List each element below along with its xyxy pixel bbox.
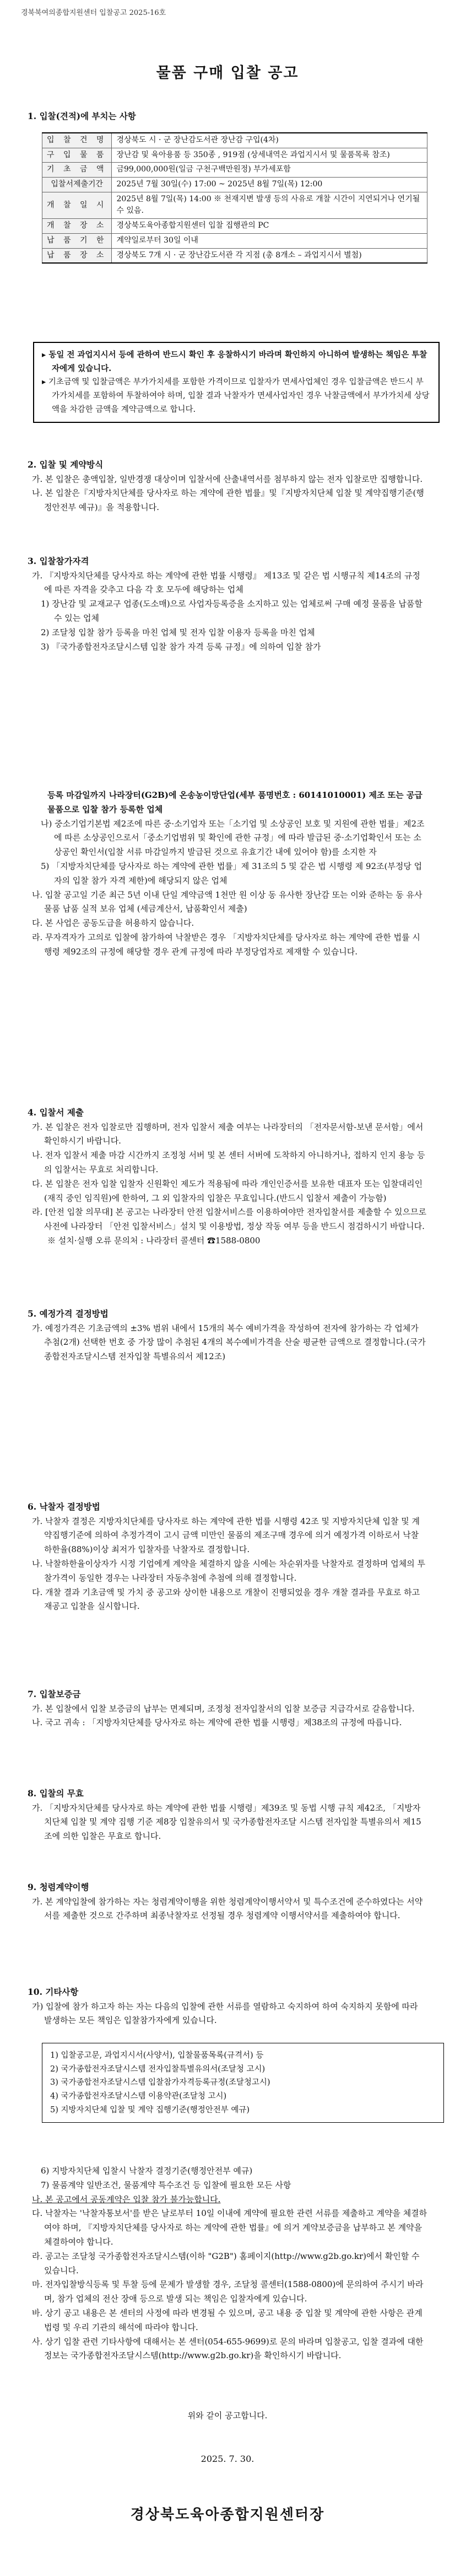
row-label: 납 품 기 한 — [42, 233, 112, 248]
list-item: 나. 입찰 공고일 기준 최근 5년 이내 단일 계약금액 1천만 원 이상 동 유사한 장난감 또는 이와 준하는 동 유사물품 납품 실적 보유 업체 (세금계산서, 납품확인서 제출) — [32, 889, 422, 914]
list-item: 3) 『국가종합전자조달시스템 입찰 참가 자격 등록 규정』에 의하여 입찰 참가 — [41, 641, 321, 652]
notice-line: ▸ 기초금액 및 입찰금액은 부가가치세를 포함한 가격이므로 입찰자가 면세사업체인 경우 입찰금액은 반드시 부가가치세를 포함하여 투찰하여야 하며, 입찰 결과 낙찰자가 면세사업자인 경우 낙찰금액에서 부가가치세 상당액을 차감한 금액을 계약금액으로 합니다. — [42, 378, 430, 414]
table-row — [42, 219, 427, 234]
table-row — [42, 133, 427, 148]
list-item: 나) 중소기업기본법 제2조에 따른 중·소기업자 또는「소기업 및 소상공인 보호 및 지원에 관한 법률」제2조에 따른 소상공인으로서「중소기업범위 및 확인에 관한 규정」에 따라 발급된 중·소기업확인서 또는 소상공인 확인서(입찰 서류 마감일까지 발급된 것으로 유효기간 내에 있어야 함)를 소지한 자 — [41, 818, 425, 857]
list-item: 다. 본 사업은 공동도급을 허용하지 않습니다. — [32, 918, 194, 929]
list-item: 나. 전자 입찰서 제출 마감 시간까지 조정청 서버 및 본 센터 서버에 도착하지 아니하거나, 접하지 인지 용능 등의 입찰서는 무효로 처리합니다. — [32, 1150, 425, 1175]
section-3-title: 3. 입찰참가자격 — [28, 556, 89, 566]
table-row — [42, 233, 427, 248]
row-label: 납 품 장 소 — [42, 248, 112, 263]
section-10 — [28, 1985, 427, 2028]
section-1 — [28, 109, 427, 124]
section-6 — [28, 1500, 427, 1614]
list-item: 마. 전자입찰방식등록 및 투찰 등에 문제가 발생할 경우, 조달청 콜센터(1588-0800)에 문의하여 주시기 바라며, 참가 업체의 전산 장애 등으로 발생 되는 책임은 입찰자에게 있습니다. — [32, 2279, 424, 2304]
section-3-continued — [28, 788, 427, 959]
table-row — [42, 148, 427, 163]
list-item: 바. 상기 공고 내용은 본 센터의 사정에 따라 변경될 수 있으며, 공고 내용 중 입찰 및 계약에 관한 사항은 관계 법령 및 우리 기관의 해석에 따라야 합니다. — [32, 2307, 422, 2332]
list-item: 3) 국가종합전자조달시스템 입찰참가자격등록규정(조달청고시) — [50, 2078, 270, 2087]
section-6-title: 6. 낙찰자 결정방법 — [28, 1501, 100, 1512]
row-value: 2025년 7월 30일(수) 17:00 ~ 2025년 8월 7일(목) 12:00 — [112, 178, 427, 192]
list-item[interactable]: 사. 상기 입찰 관련 기타사항에 대해서는 본 센터(054-655-9699)로 문의 바라며 입찰공고, 입찰 결과에 대한 정보는 국가종합전자조달시스템(http://www.g2b.go.kr)을 확인하시기 바랍니다. — [32, 2336, 424, 2361]
reference-docs-box — [42, 2043, 444, 2123]
closing-note: 위와 같이 공고합니다. — [187, 2411, 268, 2421]
section-2 — [28, 458, 427, 515]
row-label: 입 찰 건 명 — [42, 133, 112, 148]
notice-date: 2025. 7. 30. — [201, 2454, 254, 2464]
section-1-title: 1. 입찰(견적)에 부치는 사항 — [28, 111, 136, 121]
overview-table — [42, 132, 427, 264]
list-item: 가. 본 입찰은 총액입찰, 일반경쟁 대상이며 입찰서에 산출내역서를 첨부하지 않는 전자 입찰로만 집행합니다. — [32, 474, 423, 484]
section-4-title: 4. 입찰서 제출 — [28, 1107, 84, 1118]
list-item: 5) 「지방자치단체를 당사자로 하는 계약에 관한 법률」제 31조의 5 및 같은 법 시행령 제 92조(부정당 업자의 입찰 참가 자격 제한)에 해당되지 않은 업체 — [41, 861, 422, 886]
list-item: 다. 본 입찰은 전자 입찰 입찰자 신원확인 제도가 적용됨에 따라 개인인증서를 보유한 대표자 또는 입찰대리인(재직 중인 임직원)에 한하여, 그 외 입찰자의 입찰은 무효입니다.(반드시 입찰서 제출이 가능함) — [32, 1178, 423, 1203]
section-3 — [28, 554, 427, 654]
row-label: 개 찰 장 소 — [42, 219, 112, 234]
section-10-continued — [28, 2164, 427, 2363]
list-item: 가) 입찰에 참가 하고자 하는 자는 다음의 입찰에 관한 서류를 열람하고 숙지하여 하여 숙지하지 못함에 따라 발생하는 모든 책임은 입찰참가자에게 있습니다. — [32, 2001, 418, 2026]
list-item: 가. 본 계약입찰에 참가하는 자는 청렴계약이행을 위한 청렴계약이행서약서 및 특수조건에 준수하였다는 서약서를 제출한 것으로 간주하며 최종낙찰자로 선정될 경우 청렴계약 이행서약서를 제출하여야 합니다. — [32, 1896, 423, 1921]
section-7-title: 7. 입찰보증금 — [28, 1689, 81, 1699]
row-value: 경상북도 시 · 군 장난감도서관 장난감 구입(4차) — [112, 133, 427, 148]
row-value: 경상북도 7개 시 · 군 장난감도서관 각 지점 (총 8개소 – 과업지시서 별첨) — [112, 248, 427, 263]
section-10-title: 10. 기타사항 — [28, 1987, 79, 1997]
notice-box — [33, 342, 440, 423]
table-row — [42, 178, 427, 192]
list-item: 다. 낙찰자는 '낙찰자통보서'를 받은 날로부터 10일 이내에 계약에 필요한 관련 서류를 제출하고 계약을 체결하여야 하며, 『지방자치단체를 당사자로 하는 계약에 관한 법률』에 의거 계약보증금을 납부하고 본 계약을 체결하여야 합니다. — [32, 2208, 427, 2247]
list-item: 2) 조달청 입찰 참가 등록을 마친 업체 및 전자 입찰 이용자 등록을 마친 업체 — [41, 627, 315, 637]
row-value: 장난감 및 육아용품 등 350종 , 919점 (상세내역은 과업지시서 및 물품목록 참조) — [112, 148, 427, 163]
section-8-title: 8. 입찰의 무효 — [28, 1788, 84, 1799]
list-item: 6) 지방자치단체 입찰시 낙찰자 결정기준(행정안전부 예규) — [41, 2166, 253, 2176]
table-row — [42, 192, 427, 218]
list-item: 가. 「지방자치단체를 당사자로 하는 계약에 관한 법률 시행령」제39조 및 동법 시행 규칙 제42조, 「지방자치단체 입찰 및 계약 집행 기준 제8장 입찰유의서 및 국가종합전자조달 시스템 전자입찰 특별유의서 제15조에 의한 입찰은 무효로 합니다. — [32, 1802, 421, 1842]
list-item: 라. 무자격자가 고의로 입찰에 참가하여 낙찰받은 경우 「지방자치단체를 당사자로 하는 계약에 관한 법률 시행령 제92조의 규정에 해당할 경우 관계 규정에 따라 부정당업자로 제재할 수 있습니다. — [32, 932, 420, 957]
list-item: 가. 『지방자치단체를 당사자로 하는 계약에 관한 법률 시행령』 제13조 및 같은 법 시행규칙 제14조의 규정에 따른 자격을 갖추고 다음 각 호 모두에 해당하는 업체 — [32, 570, 420, 595]
list-item: 가. 낙찰자 결정은 지방자치단체를 당사자로 하는 계약에 관한 법률 시행령 42조 및 지방자치단체 입찰 및 계약집행기준에 의하여 추정가격이 고시 금액 미만인 물품의 제조구매 경우에 의거 예정가격 이하로서 낙찰 하한율(88%)이상 최저가 입찰자를 낙찰자로 결정합니다. — [32, 1516, 420, 1555]
list-item: 4) 국가종합전자조달시스템 이용약관(조달청 고시) — [50, 2091, 227, 2101]
list-item: 2) 국가종합전자조달시스템 전자입찰특별유의서(조달청 고시) — [50, 2064, 266, 2074]
row-value: 2025년 8월 7일(목) 14:00 ※ 천재지변 발생 등의 사유로 개찰 시간이 지연되거나 연기될 수 있음. — [112, 192, 427, 218]
section-5 — [28, 1307, 427, 1364]
list-item[interactable]: 라. 공고는 조달청 국가종합전자조달시스템(이하 "G2B") 홈페이지(http://www.g2b.go.kr)에서 확인할 수 있습니다. — [32, 2251, 420, 2276]
list-item: 나. 국고 귀속 : 「지방자치단체를 당사자로 하는 계약에 관한 법률 시행령」제38조의 규정에 따릅니다. — [32, 1718, 402, 1728]
list-item: ※ 설치·실행 오류 문의처 : 나라장터 콜센터 ☎1588-0800 — [47, 1236, 261, 1246]
list-item: 가. 본 입찰에서 입찰 보증금의 납부는 면제되며, 조정청 전자입찰서의 입찰 보증금 지급각서로 갈음합니다. — [32, 1703, 415, 1714]
row-label: 구 입 물 품 — [42, 148, 112, 163]
list-item: 1) 입찰공고문, 과업지시서(사양서), 입찰물품목록(규격서) 등 — [50, 2051, 264, 2060]
list-item: 나. 낙찰하한율이상자가 시정 기업에게 계약을 체결하지 않을 시에는 차순위자를 낙찰자로 결정하며 업체의 투찰가격이 동일한 경우는 나라장터 자동추첨에 추첨에 의해 결정합니다. — [32, 1559, 426, 1583]
page-title: 물품 구매 입찰 공고 — [156, 65, 299, 82]
row-label: 기 초 금 액 — [42, 163, 112, 178]
list-item: 가. 예정가격은 기초금액의 ±3% 범위 내에서 15개의 복수 예비가격을 작성하여 전자에 참가하는 각 업체가 추첨(2개) 선택한 번호 중 가장 많이 추첨된 4개의 복수예비가격을 산술 평균한 금액으로 결정합니다.(국가종합전자조달시스템 전자입찰 특별유의서 제12조) — [32, 1323, 426, 1362]
table-row — [42, 163, 427, 178]
list-item: 나. 본 입찰은『지방자치단체를 당사자로 하는 계약에 관한 법률』및『지방자치단체 입찰 및 계약집행기준(행정안전부 예규)』을 적용합니다. — [32, 488, 424, 513]
list-item: 1) 장난감 및 교재교구 업종(도소매)으로 사업자등록증을 소지하고 있는 업체로써 구매 예정 물품을 납품할 수 있는 업체 — [41, 599, 422, 624]
section-5-title: 5. 예정가격 결정방법 — [28, 1308, 109, 1319]
row-label: 개 찰 일 시 — [42, 192, 112, 218]
row-value: 금99,000,000원(일금 구천구백만원정) 부가세포함 — [112, 163, 427, 178]
section-2-title: 2. 입찰 및 계약방식 — [28, 459, 104, 470]
table-row — [42, 248, 427, 263]
row-label: 입찰서제출기간 — [42, 178, 112, 192]
list-item: 라. [안전 입찰 의무대] 본 공고는 나라장터 안전 입찰서비스를 이용하여야만 전자입찰서를 제출할 수 있으므로 사전에 나라장터 「안전 입찰서비스」설치 및 이용방법, 정상 작동 여부 등을 반드시 점검하시기 바랍니다. — [32, 1207, 427, 1232]
list-item: 등록 마감일까지 나라장터(G2B)에 온송농이망단업(세부 품명번호 : 60141010001) 제조 또는 공급 물품으로 입찰 참가 등록한 업체 — [47, 790, 422, 814]
section-4 — [28, 1105, 427, 1248]
section-7 — [28, 1687, 427, 1730]
document-code: 경북북여의종합지원센터 입찰공고 2025-16호 — [21, 9, 166, 17]
section-8 — [28, 1786, 427, 1844]
list-item: 5) 지방자치단체 입찰 및 계약 집행기준(행정안전부 예규) — [50, 2105, 250, 2115]
section-9 — [28, 1880, 427, 1923]
list-item: 7) 물품계약 일반조건, 물품계약 특수조건 등 입찰에 필요한 모든 사항 — [41, 2180, 291, 2190]
notice-line: ▸ 동일 전 과업지시서 등에 관하여 반드시 확인 후 응찰하시기 바라며 확인하지 아니하여 발생하는 책임은 투찰자에게 있습니다. — [42, 350, 427, 373]
list-item: 다. 개찰 결과 기초금액 및 가치 중 공고와 상이한 내용으로 개찰이 진행되었을 경우 개찰 결과를 무효로 하고 재공고 입찰을 실시합니다. — [32, 1587, 420, 1612]
list-item: 가. 본 입찰은 전자 입찰로만 집행하며, 전자 입찰서 제출 여부는 나라장터의 「전자문서함-보낸 문서함」에서 확인하시기 바랍니다. — [32, 1121, 424, 1146]
list-item: 나. 본 공고에서 공동계약은 입찰 참가 불가능합니다. — [32, 2194, 221, 2204]
row-value: 계약일로부터 30일 이내 — [112, 233, 427, 248]
section-9-title: 9. 청렴계약이행 — [28, 1882, 89, 1892]
row-value: 경상북도육아종합지원센터 입찰 집행관의 PC — [112, 219, 427, 234]
issuing-organization: 경상북도육아종합지원센터장 — [130, 2507, 325, 2523]
